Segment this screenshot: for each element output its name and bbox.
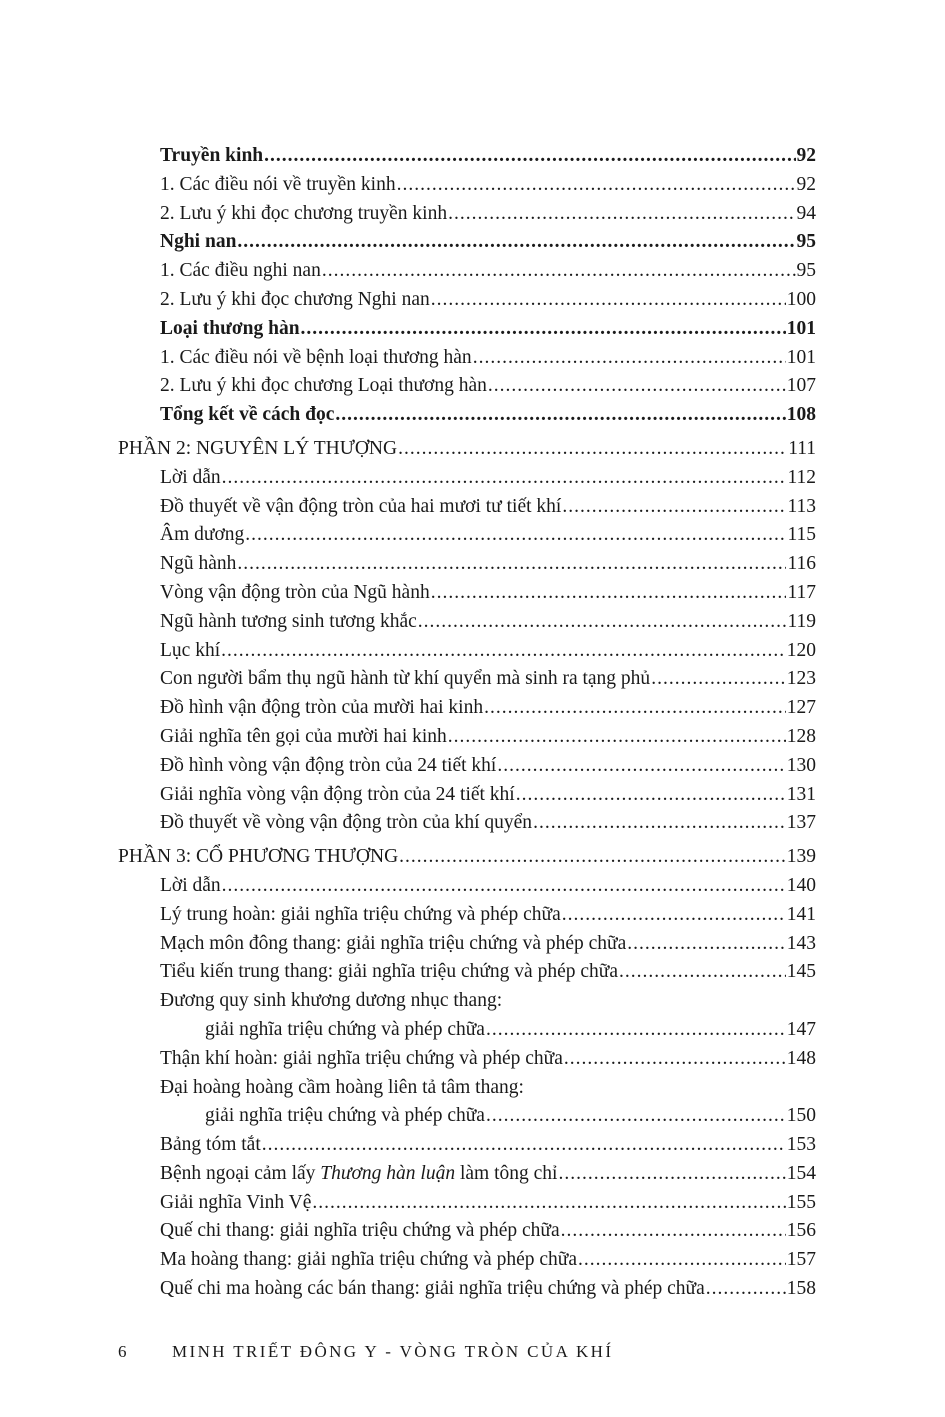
toc-page-number: 108 xyxy=(786,404,816,426)
toc-entry-title: Giải nghĩa Vinh Vệ xyxy=(160,1191,312,1213)
toc-page-number: 158 xyxy=(786,1278,816,1300)
dot-leader xyxy=(651,665,786,694)
toc-entry[interactable] xyxy=(118,637,816,666)
dot-leader xyxy=(627,930,785,959)
toc-entry-title: Vòng vận động tròn của Ngũ hành xyxy=(160,581,430,603)
toc-entry-title: Đồ thuyết về vận động tròn của hai mươi tư tiết khí xyxy=(160,495,562,517)
toc-page-number: 154 xyxy=(786,1162,816,1184)
toc-entry[interactable] xyxy=(118,987,816,1016)
toc-entry-title: Đại hoàng hoàng cầm hoàng liên tả tâm thang: xyxy=(160,1076,524,1098)
toc-entry-title xyxy=(160,1160,557,1189)
toc-page-number: 156 xyxy=(786,1220,816,1242)
toc-entry[interactable] xyxy=(118,1074,816,1103)
toc-page-number: 120 xyxy=(786,639,816,661)
dot-leader xyxy=(398,435,787,464)
toc-page-number: 107 xyxy=(786,375,816,397)
toc-entry-title: Lời dẫn xyxy=(160,466,221,488)
toc-title-italic: Thương hàn luận xyxy=(320,1162,456,1184)
toc-entry-title: Ngũ hành tương sinh tương khắc xyxy=(160,610,417,632)
toc-entry[interactable] xyxy=(118,723,816,752)
dot-leader xyxy=(516,781,786,810)
toc-entry-title: Truyền kinh xyxy=(160,145,264,166)
toc-entry[interactable] xyxy=(118,1246,816,1275)
toc-entry[interactable] xyxy=(118,1045,816,1074)
toc-page-number: 145 xyxy=(786,961,816,983)
toc-entry[interactable] xyxy=(118,665,816,694)
toc-entry-title: Đương quy sinh khương dương nhục thang: xyxy=(160,990,503,1012)
toc-entry[interactable] xyxy=(118,930,816,959)
toc-page-number: 117 xyxy=(787,581,816,603)
dot-leader xyxy=(245,521,786,550)
toc-page-number: 157 xyxy=(786,1249,816,1271)
toc-entry-title: Bảng tóm tắt xyxy=(160,1134,261,1156)
dot-leader xyxy=(335,401,785,430)
toc-entry-title: Loại thương hàn xyxy=(160,317,300,339)
toc-page-number: 128 xyxy=(786,725,816,747)
toc-page-number: 143 xyxy=(786,932,816,954)
dot-leader xyxy=(222,872,786,901)
toc-entry[interactable] xyxy=(118,1217,816,1246)
toc-entry-title: Tổng kết về cách đọc xyxy=(160,404,335,426)
toc-page-number: 141 xyxy=(786,903,816,925)
dot-leader xyxy=(399,843,786,872)
toc-page-number: 95 xyxy=(796,231,816,253)
dot-leader xyxy=(397,171,796,200)
toc-entry[interactable] xyxy=(118,901,816,930)
toc-entry[interactable] xyxy=(118,464,816,493)
toc-entry-title: 1. Các điều nói về truyền kinh xyxy=(160,173,396,195)
toc-page-number: 116 xyxy=(787,553,816,575)
dot-leader xyxy=(486,1102,786,1131)
toc-entry-title: 1. Các điều nghi nan xyxy=(160,260,321,282)
dot-leader xyxy=(221,637,786,666)
toc-page-number: 130 xyxy=(786,754,816,776)
dot-leader xyxy=(619,958,786,987)
dot-leader xyxy=(488,372,786,401)
dot-leader xyxy=(562,493,786,522)
toc-entry[interactable] xyxy=(118,372,816,401)
toc-entry-title: Giải nghĩa tên gọi của mười hai kinh xyxy=(160,725,447,747)
toc-entry-title: Con người bẩm thụ ngũ hành từ khí quyển mà sinh ra tạng phủ xyxy=(160,668,651,690)
dot-leader xyxy=(578,1246,786,1275)
toc-page-number: 119 xyxy=(787,610,816,632)
dot-leader xyxy=(448,200,795,229)
toc-entry[interactable] xyxy=(118,257,816,286)
toc-page-number: 101 xyxy=(786,317,816,339)
toc-entry[interactable] xyxy=(118,872,816,901)
dot-leader xyxy=(562,901,786,930)
toc-title-text: làm tông chỉ xyxy=(455,1162,558,1184)
toc-page-number: 113 xyxy=(787,495,816,517)
toc-title-text: Bệnh ngoại cảm lấy xyxy=(160,1162,321,1184)
toc-entry-title: Mạch môn đông thang: giải nghĩa triệu chứng và phép chữa xyxy=(160,932,627,954)
toc-entry-title: Giải nghĩa vòng vận động tròn của 24 tiết khí xyxy=(160,783,515,805)
dot-leader xyxy=(262,1131,786,1160)
toc-page-number: 131 xyxy=(786,783,816,805)
dot-leader xyxy=(431,579,787,608)
toc-part-heading[interactable] xyxy=(118,435,816,464)
toc-entry[interactable] xyxy=(118,228,816,257)
toc-entry[interactable] xyxy=(118,809,816,838)
toc-part-heading[interactable] xyxy=(118,843,816,872)
toc-page-number: 92 xyxy=(796,173,816,195)
dot-leader xyxy=(264,142,795,171)
toc-page-number: 147 xyxy=(786,1018,816,1040)
toc-entry[interactable] xyxy=(118,579,816,608)
toc-entry-title: giải nghĩa triệu chứng và phép chữa xyxy=(205,1018,485,1040)
toc-page-number: 101 xyxy=(786,346,816,368)
toc-entry-title: Nghi nan xyxy=(160,231,237,253)
dot-leader xyxy=(312,1189,785,1218)
toc-entry-title: Thận khí hoàn: giải nghĩa triệu chứng và phép chữa xyxy=(160,1047,563,1069)
toc-entry-title: Lý trung hoàn: giải nghĩa triệu chứng và phép chữa xyxy=(160,903,561,925)
dot-leader xyxy=(564,1045,786,1074)
toc-entry-title: Âm dương xyxy=(160,524,245,546)
toc-page-number: 94 xyxy=(796,202,816,224)
toc-entry[interactable] xyxy=(118,142,816,171)
toc-page-number: 95 xyxy=(796,260,816,282)
toc-entry[interactable] xyxy=(118,752,816,781)
toc-entry[interactable] xyxy=(118,1275,816,1304)
toc-entry[interactable] xyxy=(118,694,816,723)
toc-entry[interactable] xyxy=(118,608,816,637)
toc-entry[interactable] xyxy=(118,1160,816,1189)
toc-entry-title: 2. Lưu ý khi đọc chương Nghi nan xyxy=(160,288,430,310)
toc-page-number: 127 xyxy=(786,697,816,719)
dot-leader xyxy=(448,723,786,752)
toc-entry-title: Ngũ hành xyxy=(160,553,237,575)
toc-page-number: 100 xyxy=(786,288,816,310)
toc-entry[interactable] xyxy=(118,344,816,373)
toc-entry-title: Đồ hình vòng vận động tròn của 24 tiết khí xyxy=(160,754,497,776)
toc-entry-title: 1. Các điều nói về bệnh loại thương hàn xyxy=(160,346,472,368)
toc-page-number: 139 xyxy=(786,846,816,868)
dot-leader xyxy=(497,752,785,781)
dot-leader xyxy=(237,550,786,579)
toc-entry-title: Lục khí xyxy=(160,639,221,661)
toc-page-number: 123 xyxy=(786,668,816,690)
toc-entry[interactable] xyxy=(118,200,816,229)
toc-entry[interactable] xyxy=(118,1189,816,1218)
toc-entry-title: PHẦN 2: NGUYÊN LÝ THƯỢNG xyxy=(118,437,398,459)
dot-leader xyxy=(484,694,786,723)
dot-leader xyxy=(473,344,786,373)
dot-leader xyxy=(533,809,786,838)
toc-entry-title: 2. Lưu ý khi đọc chương truyền kinh xyxy=(160,202,448,224)
toc-page-number: 112 xyxy=(787,466,816,488)
toc-entry-title: PHẦN 3: CỔ PHƯƠNG THƯỢNG xyxy=(118,846,399,868)
dot-leader xyxy=(237,228,795,257)
toc-page-number: 155 xyxy=(786,1191,816,1213)
toc-entry[interactable] xyxy=(118,493,816,522)
toc-page-number: 140 xyxy=(786,874,816,896)
toc-entry-title: Quế chi thang: giải nghĩa triệu chứng và phép chữa xyxy=(160,1220,560,1242)
dot-leader xyxy=(558,1160,785,1189)
dot-leader xyxy=(431,286,786,315)
toc-page-number: 137 xyxy=(786,812,816,834)
toc-entry-title: 2. Lưu ý khi đọc chương Loại thương hàn xyxy=(160,375,487,397)
dot-leader xyxy=(301,315,786,344)
toc-page-number: 148 xyxy=(786,1047,816,1069)
toc-entry[interactable] xyxy=(118,1016,816,1045)
toc-entry[interactable] xyxy=(118,315,816,344)
toc-entry[interactable] xyxy=(118,286,816,315)
dot-leader xyxy=(418,608,787,637)
toc-entry-title: giải nghĩa triệu chứng và phép chữa xyxy=(205,1105,485,1127)
toc-entry[interactable] xyxy=(118,1131,816,1160)
dot-leader xyxy=(222,464,787,493)
dot-leader xyxy=(486,1016,786,1045)
toc-page-number: 92 xyxy=(796,145,816,166)
toc-entry[interactable] xyxy=(118,550,816,579)
toc-entry[interactable] xyxy=(118,958,816,987)
toc-entry[interactable] xyxy=(118,1102,816,1131)
toc-entry[interactable] xyxy=(118,781,816,810)
running-head: MINH TRIẾT ĐÔNG Y - VÒNG TRÒN CỦA KHÍ xyxy=(172,1342,614,1361)
page-footer xyxy=(118,1342,613,1362)
dot-leader xyxy=(322,257,796,286)
toc-entry-title: Quế chi ma hoàng các bán thang: giải nghĩa triệu chứng và phép chữa xyxy=(160,1278,705,1300)
dot-leader xyxy=(706,1275,786,1304)
toc-entry-title: Tiểu kiến trung thang: giải nghĩa triệu chứng và phép chữa xyxy=(160,961,618,983)
toc-page-number: 150 xyxy=(786,1105,816,1127)
toc-entry-title: Lời dẫn xyxy=(160,874,221,896)
toc-page-number: 111 xyxy=(788,437,816,459)
table-of-contents xyxy=(118,142,816,1304)
toc-entry[interactable] xyxy=(118,401,816,430)
toc-entry[interactable] xyxy=(118,521,816,550)
dot-leader xyxy=(561,1217,786,1246)
toc-entry-title: Đồ thuyết về vòng vận động tròn của khí quyển xyxy=(160,812,533,834)
toc-entry-title: Ma hoàng thang: giải nghĩa triệu chứng và phép chữa xyxy=(160,1249,577,1271)
toc-page-number: 153 xyxy=(786,1134,816,1156)
toc-entry-title: Đồ hình vận động tròn của mười hai kinh xyxy=(160,697,484,719)
toc-page-number: 115 xyxy=(787,524,816,546)
page-number: 6 xyxy=(118,1342,127,1361)
toc-entry[interactable] xyxy=(118,171,816,200)
